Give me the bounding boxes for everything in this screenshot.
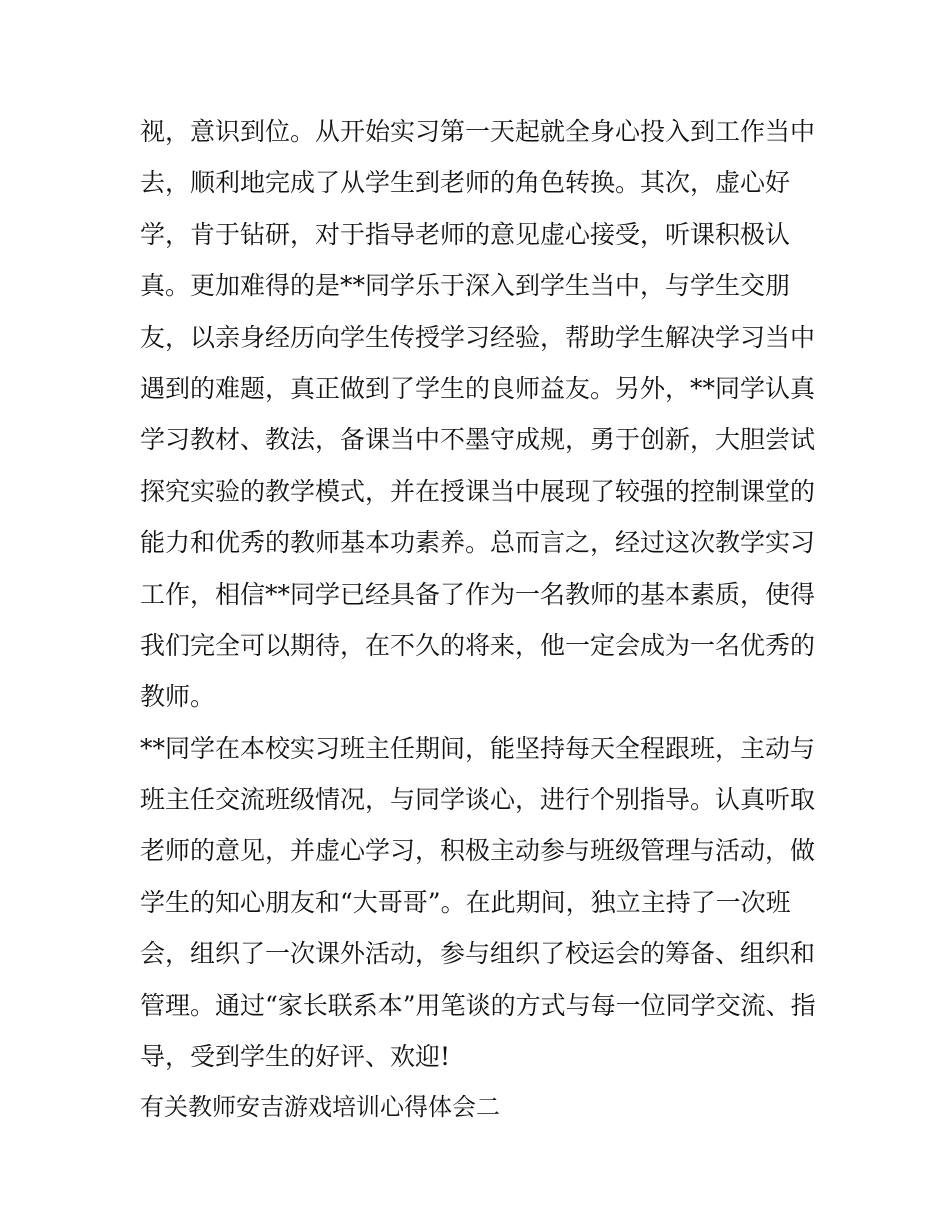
text-line: 教师。: [140, 682, 216, 712]
text-line: **同学在本校实习班主任期间，能坚持每天全程跟班，主动与: [140, 733, 816, 763]
text-line: 学生的知心朋友和“大哥哥”。在此期间，独立主持了一次班: [140, 887, 791, 917]
text-line: 老师的意见，并虚心学习，积极主动参与班级管理与活动，做: [140, 836, 816, 866]
text-line: 友，以亲身经历向学生传授学习经验，帮助学生解决学习当中: [140, 322, 816, 352]
text-line: 会，组织了一次课外活动，参与组织了校运会的筹备、组织和: [140, 939, 816, 969]
text-line: 学习教材、教法，备课当中不墨守成规，勇于创新，大胆尝试: [140, 425, 816, 455]
text-line: 管理。通过“家长联系本”用笔谈的方式与每一位同学交流、指: [140, 990, 816, 1020]
text-line: 班主任交流班级情况，与同学谈心，进行个别指导。认真听取: [140, 785, 816, 815]
paragraph-evaluation-teaching: [140, 106, 820, 723]
text-line: 学，肯于钻研，对于指导老师的意见虚心接受，听课积极认: [140, 219, 791, 249]
text-line: 能力和优秀的教师基本功素养。总而言之，经过这次教学实习: [140, 528, 816, 558]
text-line: 真。更加难得的是**同学乐于深入到学生当中，与学生交朋: [140, 271, 791, 301]
section-title: 有关教师安吉游戏培训心得体会二: [140, 1093, 500, 1122]
text-line: 我们完全可以期待，在不久的将来，他一定会成为一名优秀的: [140, 630, 816, 660]
document-body: [140, 106, 820, 1134]
text-line: 导，受到学生的好评、欢迎!: [140, 1042, 451, 1072]
text-line: 视，意识到位。从开始实习第一天起就全身心投入到工作当中: [140, 117, 816, 146]
paragraph-evaluation-class-teacher: [140, 723, 820, 1083]
text-line: 工作，相信**同学已经具备了作为一名教师的基本素质，使得: [140, 579, 816, 609]
text-line: 探究实验的教学模式，并在授课当中展现了较强的控制课堂的: [140, 476, 816, 506]
text-line: 去，顺利地完成了从学生到老师的角色转换。其次，虚心好: [140, 168, 791, 198]
text-line: 遇到的难题，真正做到了学生的良师益友。另外，**同学认真: [140, 373, 816, 403]
